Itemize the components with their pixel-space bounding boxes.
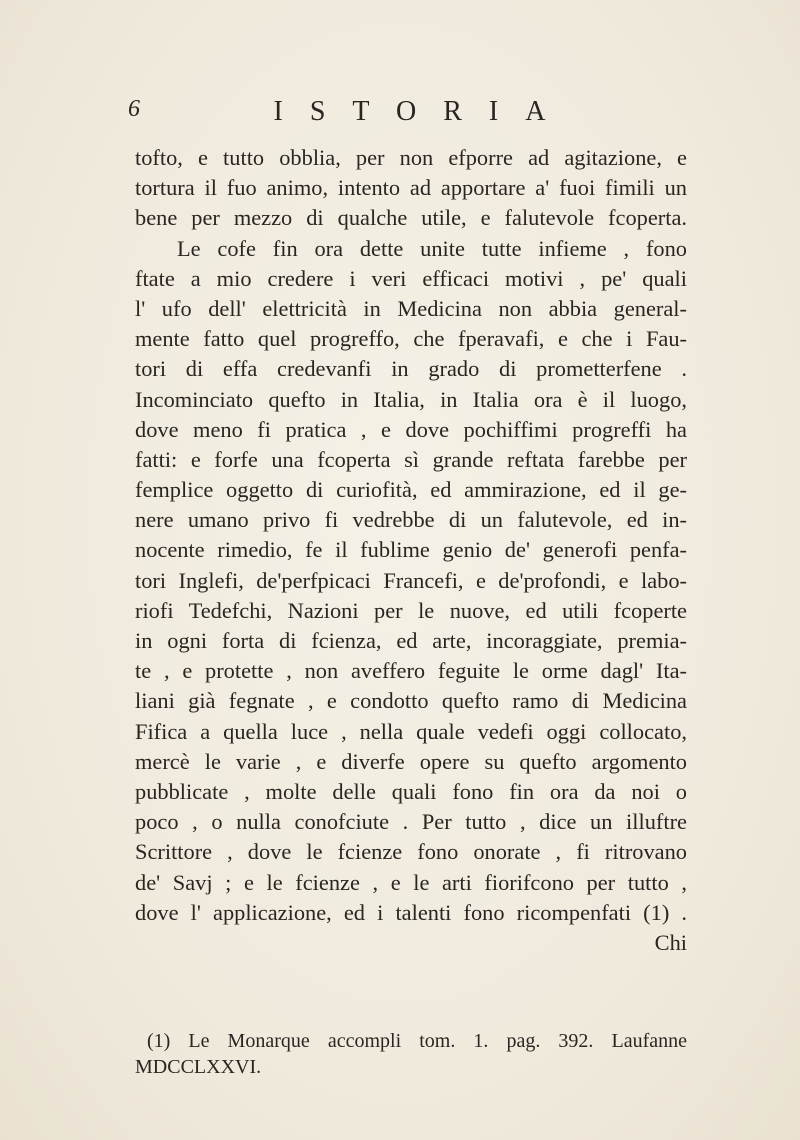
- text-line: fatti: e forfe una fcoperta sì grande reftata farebbe per: [135, 446, 687, 472]
- text-line: riofi Tedefchi, Nazioni per le nuove, ed utili fcoperte: [135, 597, 687, 623]
- text-line: tori di effa credevanfi in grado di prometterfene .: [135, 356, 687, 382]
- text-line: pubblicate , molte delle quali fono fin ora da noi o: [135, 778, 687, 804]
- text-line: dove l' applicazione, ed i talenti fono ricompenfati (1) .: [135, 899, 687, 925]
- text-line: femplice oggetto di curiofità, ed ammirazione, ed il ge-: [135, 477, 687, 503]
- text-line: mente fatto quel progreffo, che fperavafi, e che i Fau-: [135, 326, 687, 352]
- text-line: ftate a mio credere i veri efficaci motivi , pe' quali: [135, 265, 687, 291]
- text-line: tortura il fuo animo, intento ad apportare a' fuoi fimili un: [135, 175, 687, 201]
- text-line: Fifica a quella luce , nella quale vedefi oggi collocato,: [135, 718, 687, 744]
- running-head: [128, 96, 688, 136]
- text-line: liani già fegnate , e condotto quefto ramo di Medicina: [135, 688, 687, 714]
- text-line: te , e protette , non aveffero feguite le orme dagl' Ita-: [135, 658, 687, 684]
- catchword: Chi: [654, 929, 687, 955]
- text-line: in ogni forta di fcienza, ed arte, incoraggiate, premia-: [135, 628, 687, 653]
- page-number: 6: [128, 96, 140, 122]
- text-line: Le cofe fin ora dette unite tutte infieme , fono: [177, 235, 687, 261]
- text-line: bene per mezzo di qualche utile, e falutevole fcoperta.: [135, 205, 687, 231]
- footnote: [135, 1028, 687, 1080]
- text-line: poco , o nulla conofciute . Per tutto , dice un illuftre: [135, 809, 687, 835]
- footnote-line: MDCCLXXVI.: [135, 1056, 262, 1078]
- text-line: nere umano privo fi vedrebbe di un falutevole, ed in-: [135, 507, 687, 533]
- running-title: ISTORIA: [273, 96, 573, 127]
- body-text: [135, 143, 687, 958]
- footnote-line: (1) Le Monarque accompli tom. 1. pag. 392. Laufanne: [147, 1030, 687, 1052]
- text-line: de' Savj ; e le fcienze , e le arti fiorifcono per tutto ,: [135, 869, 687, 895]
- text-line: l' ufo dell' elettricità in Medicina non abbia general-: [135, 295, 687, 321]
- text-line: mercè le varie , e diverfe opere su quefto argomento: [135, 748, 687, 774]
- text-line: tori Inglefi, de'perfpicaci Francefi, e de'profondi, e labo-: [135, 567, 687, 593]
- text-line: Incominciato quefto in Italia, in Italia ora è il luogo,: [135, 386, 687, 412]
- text-line: nocente rimedio, fe il fublime genio de' generofi penfa-: [135, 537, 687, 563]
- text-line: dove meno fi pratica , e dove pochiffimi progreffi ha: [135, 416, 687, 442]
- text-line: Scrittore , dove le fcienze fono onorate , fi ritrovano: [135, 839, 687, 865]
- text-line: tofto, e tutto obblia, per non efporre ad agitazione, e: [135, 145, 687, 170]
